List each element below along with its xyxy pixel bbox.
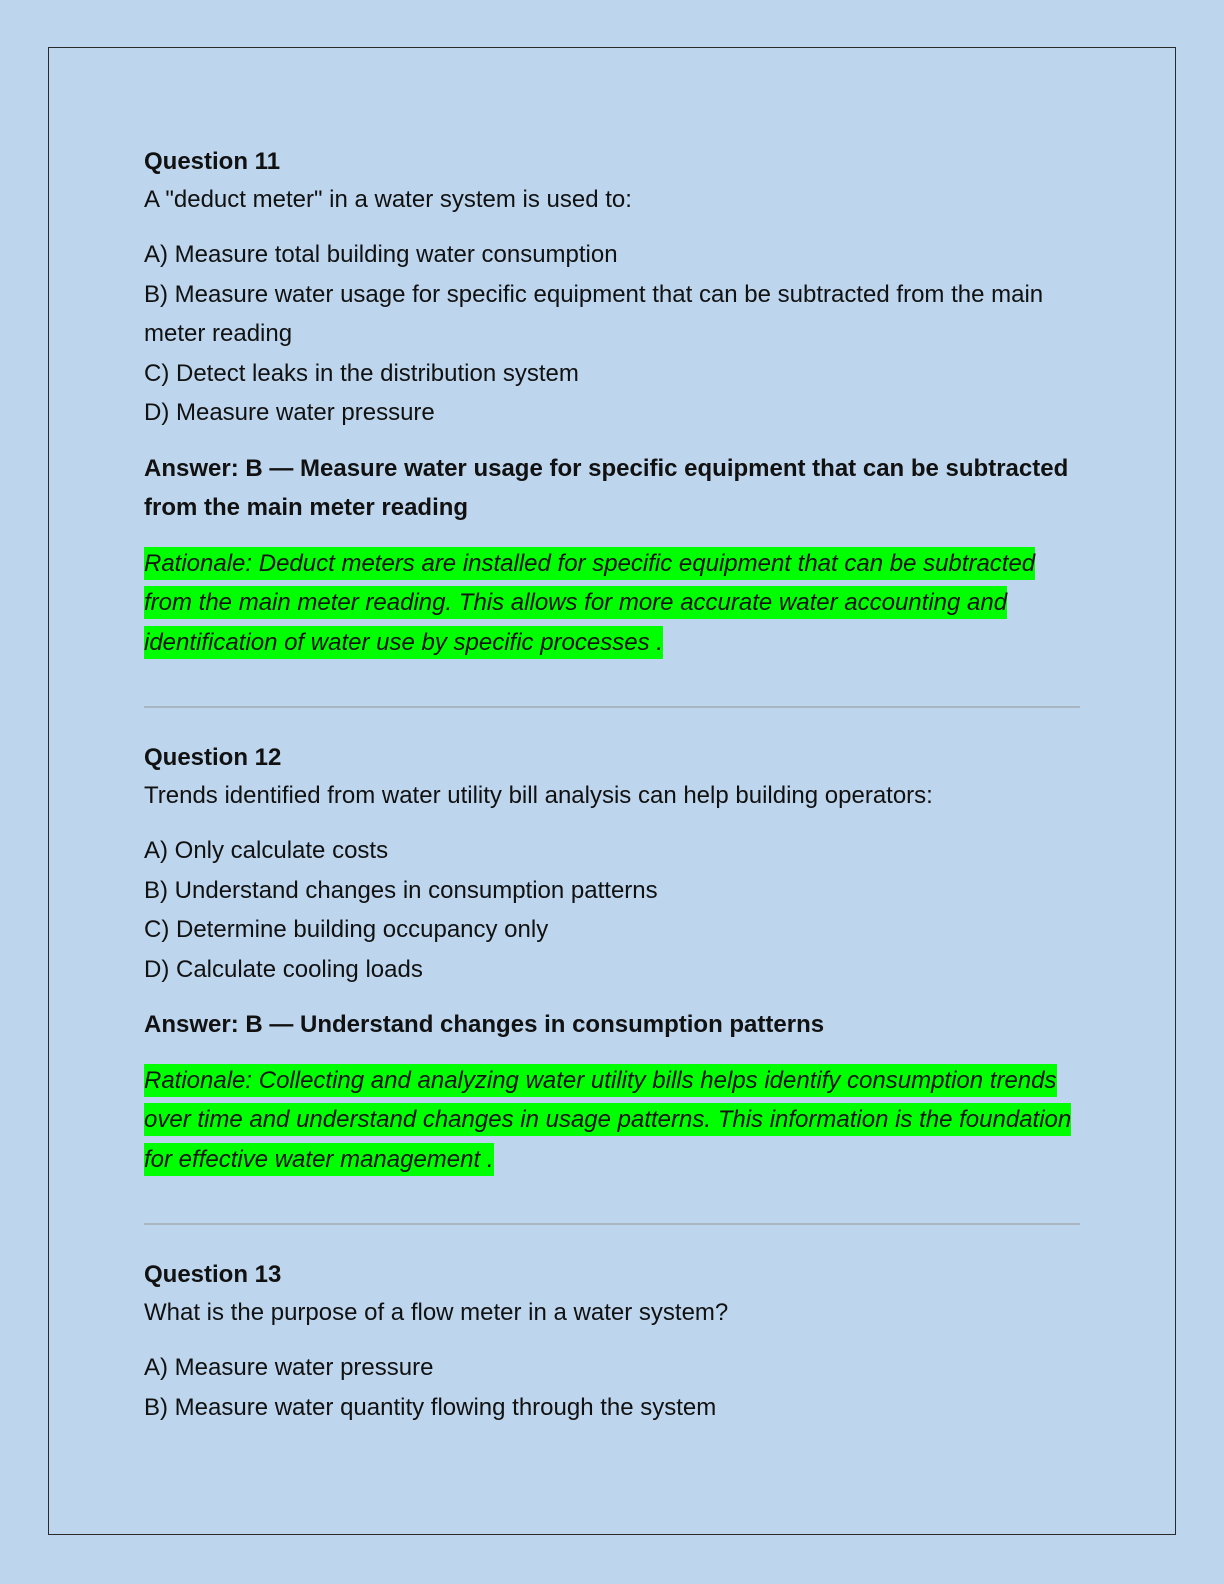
question-11 (144, 140, 1080, 662)
rationale-highlight: Rationale: Collecting and analyzing water utility bills helps identify consumption trends over time and understand changes in usage patterns. This information is the foundation for effective water management . (144, 1064, 1071, 1176)
rationale (144, 1061, 1080, 1180)
option-c: C) Determine building occupancy only (144, 916, 549, 943)
option-c: C) Detect leaks in the distribution system (144, 359, 579, 387)
option-b: B) Understand changes in consumption patterns (144, 876, 658, 904)
answer-text: Answer: B — Understand changes in consumption patterns (144, 1011, 825, 1038)
question-title: Question 11 (144, 148, 281, 175)
question-12 (144, 736, 1080, 1179)
question-text: Trends identified from water utility bill analysis can help building operators: (144, 782, 933, 809)
option-d: D) Measure water pressure (144, 399, 435, 426)
option-b: B) Measure water quantity flowing through the system (144, 1393, 717, 1421)
question-title: Question 12 (144, 744, 282, 771)
answer-text: Answer: B — Measure water usage for specific equipment that can be subtracted from the main meter reading (144, 454, 1069, 521)
option-a: A) Measure total building water consumption (144, 241, 618, 268)
options-list (144, 1348, 1080, 1427)
question-title: Question 13 (144, 1261, 282, 1288)
question-13 (144, 1253, 1080, 1427)
divider (144, 706, 1080, 708)
rationale-highlight: Rationale: Deduct meters are installed for specific equipment that can be subtracted from the main meter reading. This allows for more accurate water accounting and identification of water use by specific processes . (144, 547, 1035, 659)
option-a: A) Measure water pressure (144, 1354, 434, 1381)
question-text: A "deduct meter" in a water system is used to: (144, 186, 632, 213)
option-d: D) Calculate cooling loads (144, 955, 423, 983)
divider (144, 1223, 1080, 1225)
option-a: A) Only calculate costs (144, 837, 389, 864)
options-list (144, 831, 1080, 989)
options-list (144, 235, 1080, 433)
document-content (144, 140, 1080, 1443)
question-text: What is the purpose of a flow meter in a water system? (144, 1299, 729, 1326)
option-b: B) Measure water usage for specific equipment that can be subtracted from the main meter reading (144, 280, 1044, 347)
rationale (144, 544, 1080, 663)
